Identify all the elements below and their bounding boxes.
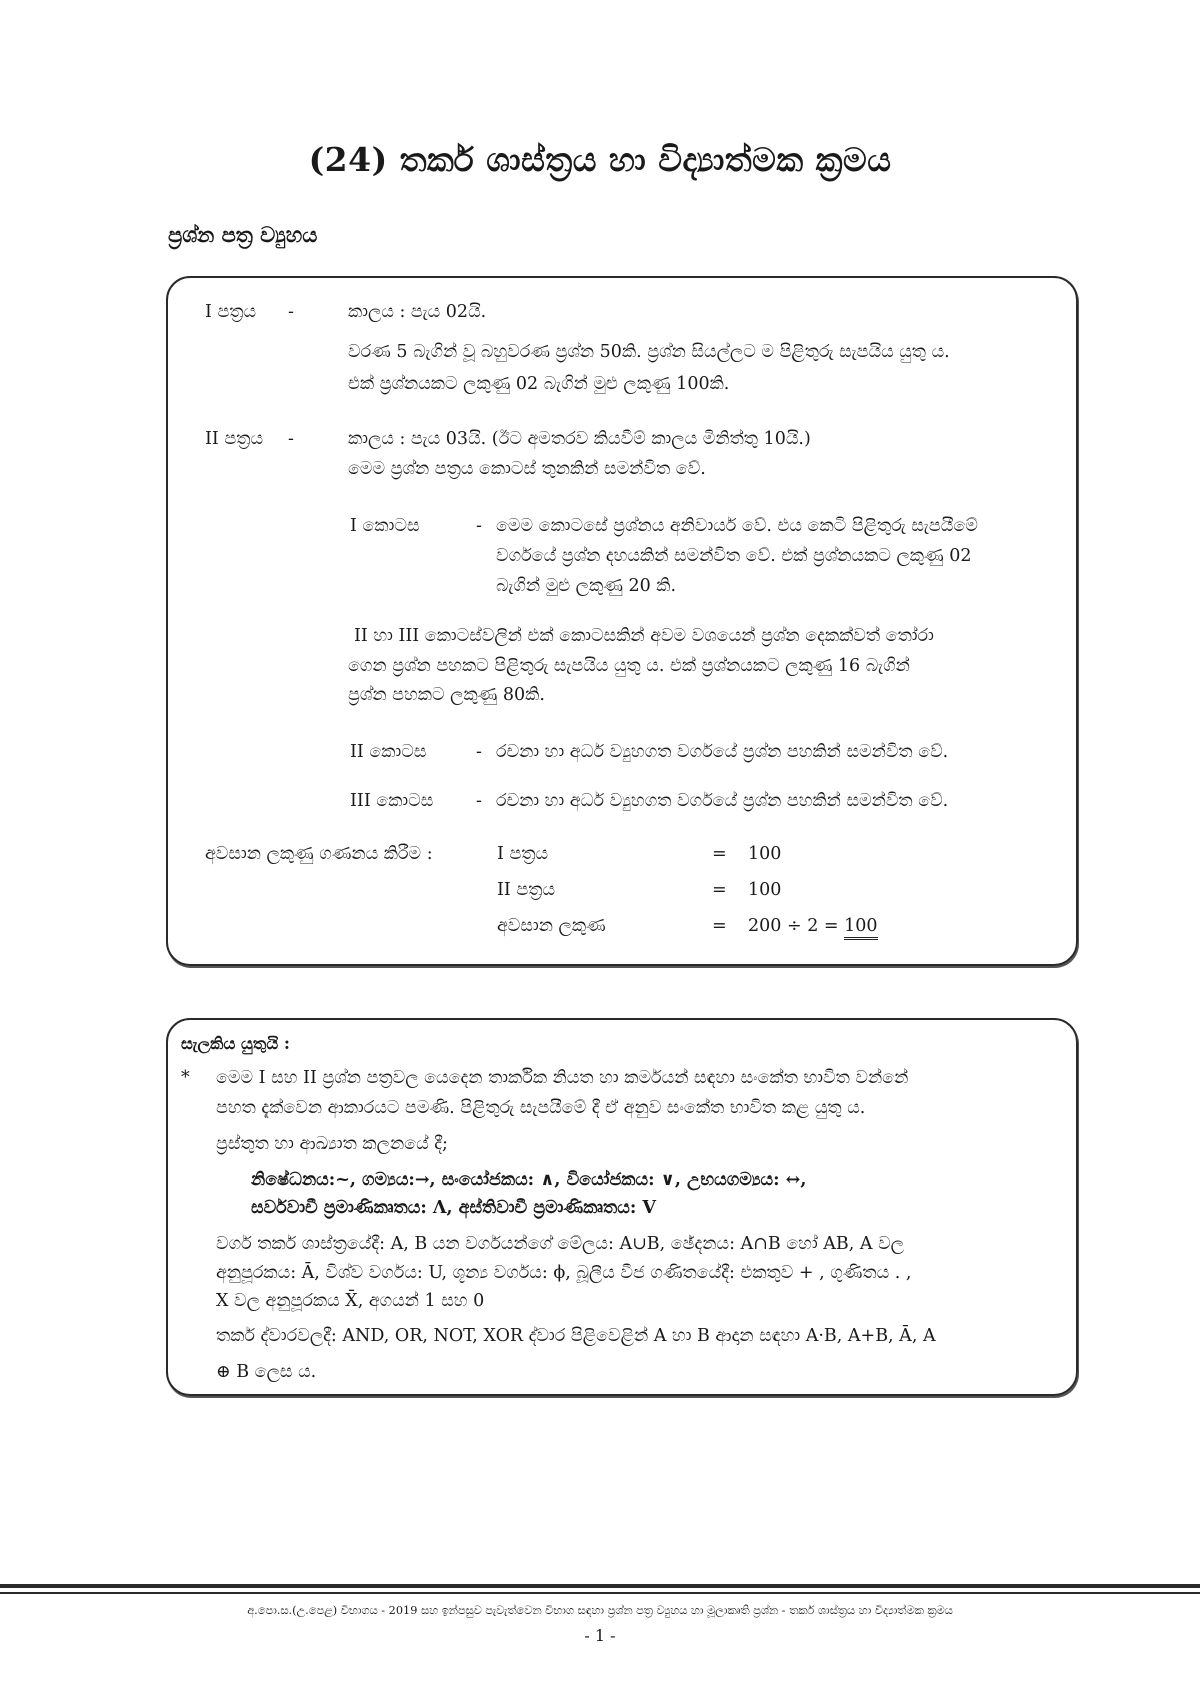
final-row-paper2-value: 100 (748, 880, 782, 900)
class-line3: X වල අනුපූරකය X̄, අගයන් 1 සහ 0 (216, 1291, 485, 1311)
page-number: - 1 - (584, 1626, 616, 1645)
final-total-formula: 200 ÷ 2 = (748, 916, 845, 936)
final-marks-label: අවසාන ලකුණු ගණනය කිරීම : (205, 844, 433, 864)
footer-rule-thin (0, 1592, 1200, 1594)
page-title: (24) තර්ක ශාස්ත්‍රය හා විද්‍යාත්මක ක්‍රමය (308, 140, 892, 179)
final-row-total-name: අවසාන ලකුණ (497, 916, 606, 936)
part2-label: II කොටස (350, 742, 427, 762)
final-row-paper1-value: 100 (748, 844, 782, 864)
part3-dash: - (476, 791, 482, 811)
final-row-paper1-eq: = (712, 844, 727, 864)
section-heading: ප්‍රශ්න පත්‍ර ව්‍යුහය (168, 222, 318, 247)
part1-dash: - (476, 516, 482, 536)
final-row-paper1-name: I පත්‍රය (497, 844, 549, 864)
part1-line2: වර්ගයේ ප්‍රශ්න දහයකින් සමන්විත වේ. එක් ප්‍රශ්නයකට ලකුණු 02 (496, 546, 972, 566)
class-line2: අනුපූරකය: Ā, විශ්ව වර්ගය: U, ශූන්‍ය වර්ගය: ϕ, බූලීය වීජ ගණිතයේදී: එකතුව + , ගුණිතය . , (216, 1263, 912, 1283)
choice-line2: ගෙන ප්‍රශ්න පහකට පිළිතුරු සැපයිය යුතු ය. එක් ප්‍රශ්නයකට ලකුණු 16 බැගින් (348, 656, 910, 676)
final-row-paper2-name: II පත්‍රය (497, 880, 556, 900)
part3-label: III කොටස (350, 791, 434, 811)
symbols-line1: නිෂේධනය:~, ගම්‍යය:→, සංයෝජකය: ∧, වියෝජකය: ∨, උභයගම්‍යය: ↔, (251, 1170, 807, 1190)
part1-label: I කොටස (350, 516, 420, 536)
paper1-desc-line1: වරණ 5 බැගින් වූ බහුවරණ ප්‍රශ්න 50කි. ප්‍රශ්න සියල්ලට ම පිළිතුරු සැපයිය යුතු ය. (348, 342, 950, 362)
gate-line1: තර්ක ද්වාරවලදී: AND, OR, NOT, XOR ද්වාර පිළිවෙළින් A හා B ආදාන සඳහා A·B, A+B, Ā, A (216, 1326, 936, 1346)
paper2-sections-intro: මෙම ප්‍රශ්න පත්‍රය කොටස් තුනකින් සමන්විත වේ. (348, 459, 706, 479)
note-title: සැලකිය යුතුයි : (181, 1034, 291, 1053)
note-para2: ප්‍රස්තුත හා ආඛ්‍යාත කලනයේ දී; (216, 1134, 448, 1154)
choice-line3: ප්‍රශ්න පහකට ලකුණු 80කි. (348, 685, 545, 705)
final-total-result: 100 (844, 916, 877, 940)
class-line1: වර්ග තර්ක ශාස්ත්‍රයේදී: A, B යන වර්ගයන්ගේ මේලය: A∪B, ඡේදනය: A∩B හෝ AB, A වල (216, 1234, 905, 1254)
paper2-label: II පත්‍රය (205, 429, 264, 449)
part2-text: රචනා හා අර්ධ ව්‍යුහගත වර්ගයේ ප්‍රශ්න පහකින් සමන්විත වේ. (496, 742, 949, 762)
part1-line3: බැගින් මුළු ලකුණු 20 කි. (496, 576, 677, 596)
choice-line1: II හා III කොටස්වලින් එක් කොටසකින් අවම වශයෙන් ප්‍රශ්න දෙකක්වත් තෝරා (354, 626, 934, 646)
paper2-dash: - (288, 429, 294, 449)
part2-dash: - (476, 742, 482, 762)
part3-text: රචනා හා අර්ධ ව්‍යුහගත වර්ගයේ ප්‍රශ්න පහකින් සමන්විත වේ. (496, 791, 949, 811)
paper1-label: I පත්‍රය (205, 302, 257, 322)
paper1-desc-line2: එක් ප්‍රශ්නයකට ලකුණු 02 බැගින් මුළු ලකුණු 100කි. (348, 374, 730, 394)
part1-line1: මෙම කොටසේ ප්‍රශ්නය අනිවාර්ය වේ. එය කෙටි පිළිතුරු සැපයීමේ (496, 516, 978, 536)
paper1-time: කාලය : පැය 02යි. (348, 302, 487, 322)
footer-text: අ.පො.ස.(උ.පෙළ) විභාගය - 2019 සහ ඉන්පසුව පැවැත්වෙන විභාග සඳහා ප්‍රශ්න පත්‍ර ව්‍යුහය හා මූලාකෘති ප්‍රශ්න - තර්ක ශාස්ත්‍රය හා විද්‍යාත්මක ක්‍රමය (247, 1604, 953, 1617)
paper1-dash: - (288, 302, 294, 322)
final-row-total-eq: = (712, 916, 727, 936)
final-row-total-value (748, 912, 878, 940)
paper2-time: කාලය : පැය 03යි. (ඊට අමතරව කියවීම් කාලය මිනිත්තු 10යි.) (348, 429, 811, 449)
footer-rule-thick (0, 1584, 1200, 1588)
note-bullet: * (181, 1068, 190, 1088)
symbols-line2: සර්වවාචී ප්‍රමාණිකෘතය: Λ, අස්තිවාචී ප්‍රමාණිකෘතය: V (251, 1198, 656, 1218)
note-para1-line1: මෙම I සහ II ප්‍රශ්න පත්‍රවල යෙදෙන තාර්කික නියත හා කර්මයන් සඳහා සංකේත භාවිත වන්නේ (216, 1068, 909, 1088)
final-row-paper2-eq: = (712, 880, 727, 900)
gate-line2: ⊕ B ලෙස ය. (216, 1362, 317, 1382)
note-para1-line2: පහත දැක්වෙන ආකාරයට පමණි. පිළිතුරු සැපයීමේ දී ඒ අනුව සංකේත භාවිත කළ යුතු ය. (216, 1098, 866, 1118)
